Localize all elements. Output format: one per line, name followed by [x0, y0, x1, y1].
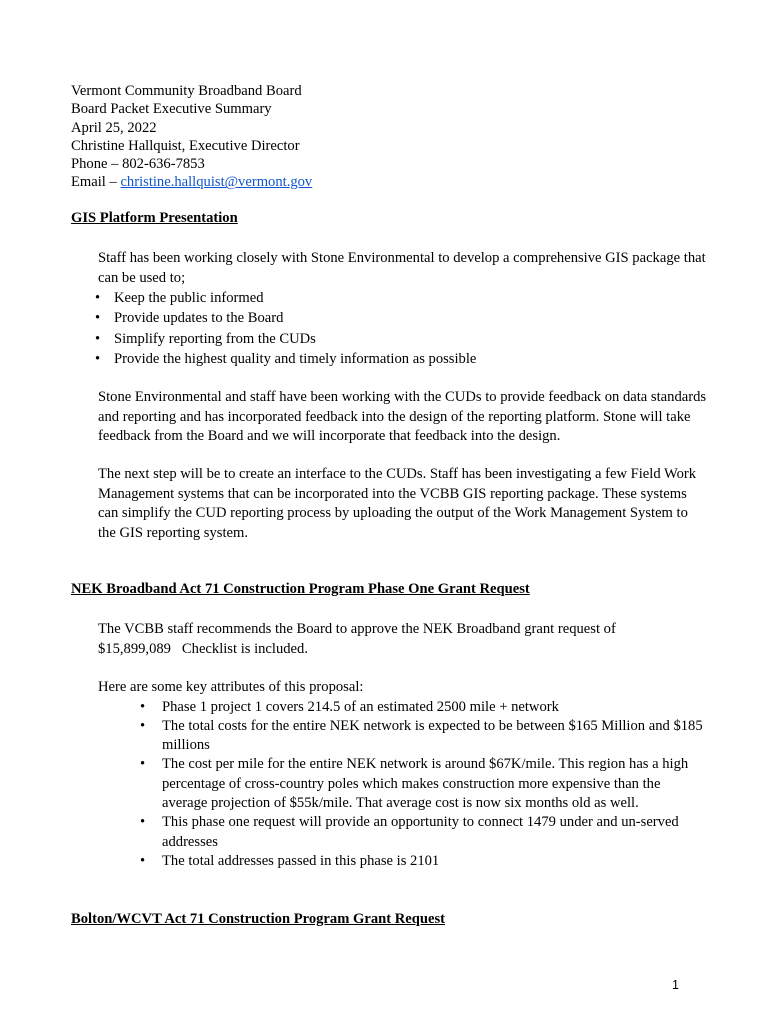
list-item: • Provide updates to the Board [95, 308, 708, 328]
gis-paragraph-3: The next step will be to create an interface to the CUDs. Staff has been investigating a few Field Work Management systems that can be incorporated into the VCBB GIS reporting package. These systems can simplify the CUD reporting process by uploading the output of the Work Management System to the GIS reporting system. [98, 466, 697, 541]
list-item: • Keep the public informed [95, 288, 708, 308]
nek-bullet-list [98, 698, 708, 872]
list-item: • Phase 1 project 1 covers 214.5 of an estimated 2500 mile + network [98, 698, 708, 717]
document-title: Board Packet Executive Summary [71, 101, 272, 118]
email-line [71, 173, 312, 191]
email-label: Email – [71, 174, 121, 191]
list-item: • Simplify reporting from the CUDs [95, 329, 708, 349]
document-header [71, 82, 312, 192]
nek-intro: Here are some key attributes of this proposal: [98, 679, 364, 695]
page-number: 1 [672, 978, 679, 992]
phone-line: Phone – 802-636-7853 [71, 156, 205, 173]
nek-section-body [98, 678, 708, 871]
bullet-icon: • [140, 717, 146, 734]
list-item: • This phase one request will provide an opportunity to connect 1479 under and un-served addresses [140, 814, 679, 850]
gis-paragraph-2: Stone Environmental and staff have been working with the CUDs to provide feedback on data standards and reporting and has incorporated feedback into the design of the reporting platform. Stone will take feedback from the Board and we will incorporate that feedback into the design. [98, 389, 707, 445]
email-link[interactable]: christine.hallquist@vermont.gov [120, 174, 313, 191]
bolton-section-heading: Bolton/WCVT Act 71 Construction Program Grant Request [71, 911, 446, 927]
nek-section-heading: NEK Broadband Act 71 Construction Program Phase One Grant Request [71, 581, 530, 597]
list-item: • The total costs for the entire NEK network is expected to be between $165 Million and $185 millions [140, 717, 703, 754]
organization-name: Vermont Community Broadband Board [71, 83, 302, 99]
gis-section-heading: GIS Platform Presentation [71, 210, 238, 226]
document-date: April 25, 2022 [71, 119, 157, 136]
gis-bullet-list [95, 288, 708, 369]
author-line: Christine Hallquist, Executive Director [71, 137, 300, 154]
bullet-icon: • [140, 814, 146, 831]
list-item: • The total addresses passed in this phase is 2101 [98, 852, 708, 871]
bullet-icon: • [95, 350, 101, 367]
gis-intro: Staff has been working closely with Stone Environmental to develop a comprehensive GIS package that can be used to; [98, 250, 706, 286]
bullet-icon: • [140, 852, 146, 869]
nek-paragraph-1: The VCBB staff recommends the Board to approve the NEK Broadband grant request of $15,899,089 Checklist is included. [98, 621, 616, 657]
list-item: • Provide the highest quality and timely information as possible [95, 349, 708, 369]
list-item: • The cost per mile for the entire NEK network is around $67K/mile. This region has a high percentage of cross-country poles which makes construction more expensive than the average projection of $55k/mile. That average cost is now six months old as well. [140, 756, 689, 812]
gis-section-body [95, 249, 708, 369]
bullet-icon: • [95, 330, 101, 347]
bullet-icon: • [140, 756, 146, 773]
bullet-icon: • [95, 310, 101, 327]
bullet-icon: • [95, 290, 101, 307]
bullet-icon: • [140, 698, 146, 715]
